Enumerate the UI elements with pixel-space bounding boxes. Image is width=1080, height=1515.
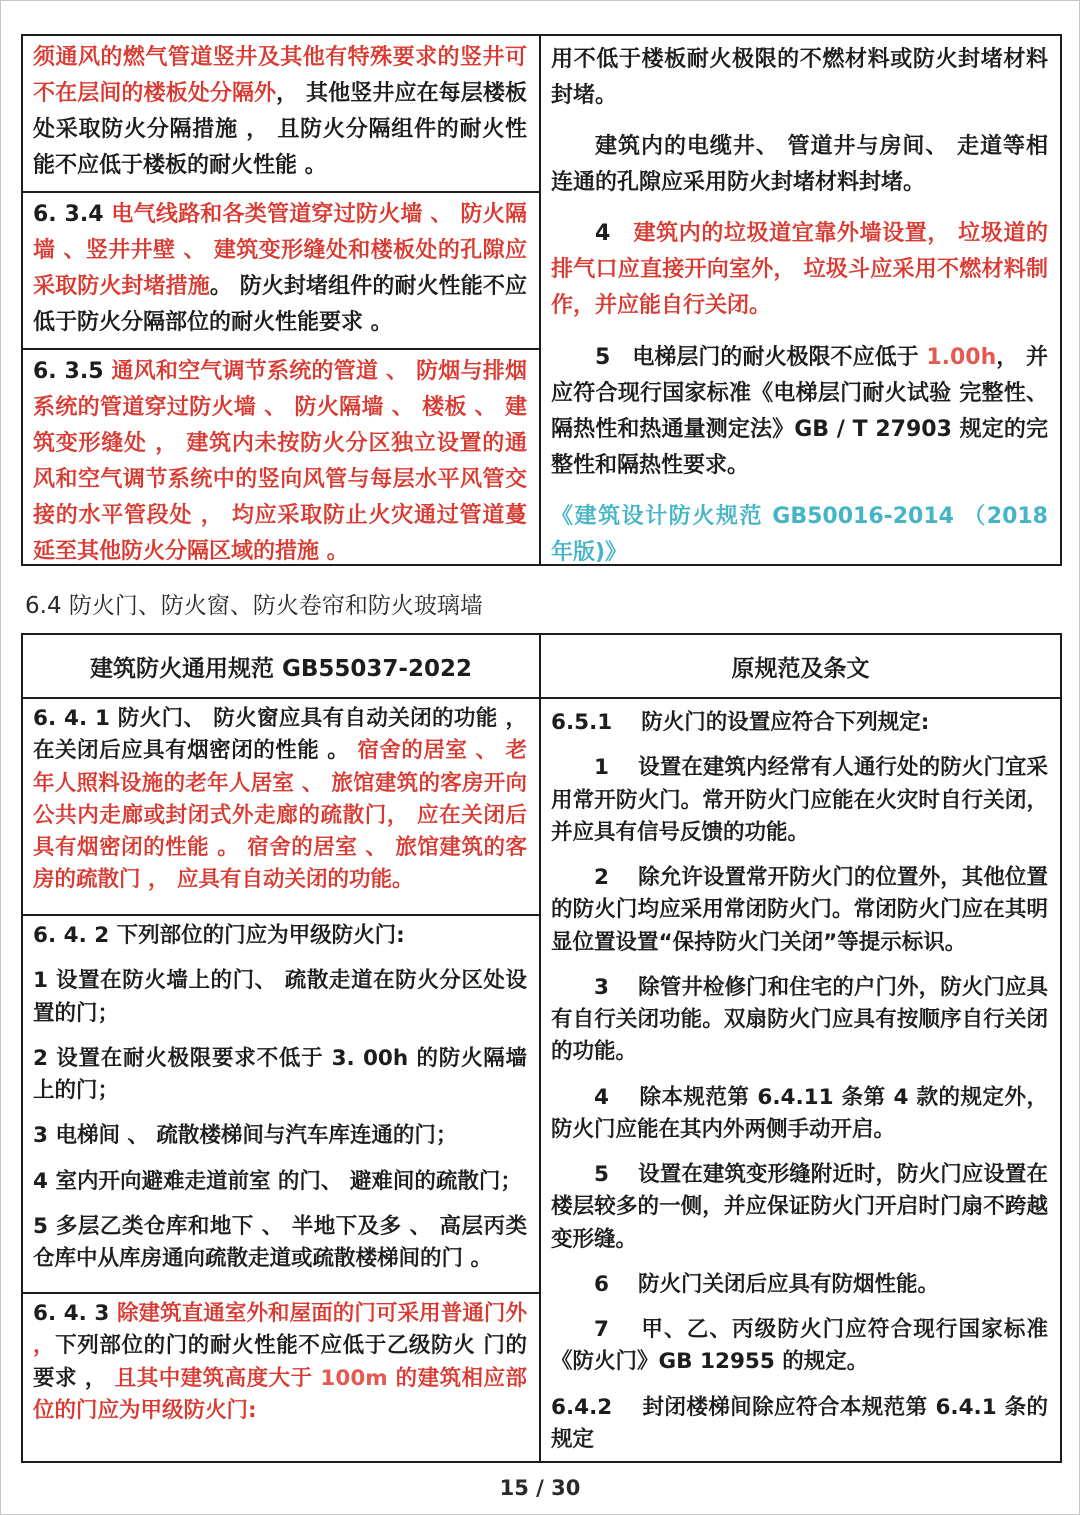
text-segment: 1.00h <box>926 344 997 370</box>
paragraph <box>551 1269 1048 1301</box>
text-segment: 4 <box>595 221 634 247</box>
paragraph <box>33 1298 527 1427</box>
text-segment: 的建筑相应部位的门应为甲级防火门: <box>33 1365 527 1423</box>
text-segment: ， 并应符合现行国家标准《电梯层门耐火试验 完整性、 隔热性和热通量测定法》GB / T 27903 规定的完整性和隔热性要求。 <box>551 344 1048 478</box>
paragraph <box>551 862 1048 959</box>
page-content <box>1 1 1079 1463</box>
text-segment: 6. 4. 3 <box>33 1301 117 1326</box>
new-code-column-top <box>23 36 541 564</box>
text-segment: 建筑内的垃圾道宜靠外墙设置， 垃圾道的排气口应直接开向室外， 垃圾斗应采用不燃材料制作，并应能自行关闭。 <box>551 221 1048 319</box>
paragraph <box>551 340 1048 484</box>
text-segment: 《建筑设计防火规范 GB50016-2014 （2018 年版)》 <box>551 503 1048 564</box>
paragraph <box>33 1043 527 1108</box>
original-code-column-top <box>541 36 1060 564</box>
text-segment: 4 室内开向避难走道前室 的门、 避难间的疏散门； <box>33 1168 522 1194</box>
text-segment: 5 设置在建筑变形缝附近时，防火门应设置在楼层较多的一侧，并应保证防火门开启时门扇不跨越变形缝。 <box>551 1162 1048 1252</box>
text-segment: 用不低于楼板耐火极限的不燃材料或防火封堵材料封堵。 <box>551 47 1048 109</box>
paragraph <box>551 972 1048 1069</box>
text-segment: 5 电梯层门的耐火极限不应低于 <box>595 344 927 370</box>
text-segment: 6. 3.5 <box>33 359 112 384</box>
text-segment: 6. 4. 1 防火门、 防火窗应具有自动关闭的功能 ， 在关闭后应具有烟密闭的性能 。 <box>33 706 527 764</box>
text-segment: 且其中建筑高度大于 <box>114 1365 321 1391</box>
paragraph <box>551 752 1048 849</box>
text-segment: 3 除管井检修门和住宅的户门外，防火门应具有自行关闭功能。双扇防火门应具有按顺序自行关闭的功能。 <box>551 974 1048 1065</box>
text-segment: 5 多层乙类仓库和地下 、 半地下及多 、 高层丙类仓库中从库房通向疏散走道或疏散楼梯间的门 。 <box>33 1213 527 1271</box>
paragraph <box>33 920 527 952</box>
text-segment: ， 其他竖井应在每层楼板处采取防火分隔措施 ， 且防火分隔组件的耐火性能不应低于楼板的耐火性能 。 <box>33 81 527 179</box>
paragraph <box>551 129 1048 201</box>
new-code-column-fire-doors <box>23 699 541 1463</box>
comparison-table-top <box>21 34 1062 566</box>
text-segment: 宿舍的居室 、 老年人照料设施的老年人居室 、 旅馆建筑的客房开向公共内走廊或封闭式外走廊的疏散门， 应在关闭后具有烟密闭的性能 。 宿舍的居室 、 旅馆建筑的客房的疏散门 ， 应具有自动关闭的功能。 <box>33 738 527 893</box>
paragraph <box>551 499 1048 564</box>
rule-6-4-1-cell <box>23 699 539 914</box>
paragraph <box>33 965 527 1030</box>
paragraph <box>551 42 1048 114</box>
text-segment: 须通风的燃气管道竖井及其他有特殊要求的竖井可不在层间的楼板处分隔外 <box>33 45 527 107</box>
table-header-row <box>23 635 1060 699</box>
text-segment: 1 设置在防火墙上的门、 疏散走道在防火分区处设置的门； <box>33 968 527 1026</box>
text-segment: 6 防火门关闭后应具有防烟性能。 <box>594 1271 939 1297</box>
paragraph <box>33 354 527 564</box>
paragraph <box>551 707 1048 739</box>
rule-6-3-3-continued-cell <box>23 36 539 191</box>
header-new-code: 建筑防火通用规范 GB55037-2022 <box>23 635 541 697</box>
original-spec-cell-top <box>541 36 1060 564</box>
text-segment: 除建筑直通室外和屋面的门可采用普通门外 ， <box>33 1301 527 1359</box>
header-original-code: 原规范及条文 <box>731 655 870 682</box>
paragraph <box>551 1314 1048 1379</box>
paragraph <box>33 703 527 897</box>
text-segment: 4 除本规范第 6.4.11 条第 4 款的规定外，防火门应能在其内外两侧手动开启。 <box>551 1084 1048 1142</box>
text-segment: 2 除允许设置常开防火门的位置外，其他位置的防火门均应采用常闭防火门。常闭防火门应在其明显位置设置“保持防火门关闭”等提示标识。 <box>551 865 1048 955</box>
original-spec-cell-fire-doors <box>541 699 1060 1463</box>
text-segment: 。 防火封堵组件的耐火性能不应低于防火分隔部位的耐火性能要求 。 <box>33 274 527 336</box>
text-segment: 7 甲、乙、丙级防火门应符合现行国家标准《防火门》GB 12955 的规定。 <box>551 1317 1048 1375</box>
paragraph <box>551 1082 1048 1147</box>
rule-6-3-4-cell <box>23 191 539 348</box>
text-segment: 6. 3.4 <box>33 202 112 227</box>
page-number: 15 / 30 <box>499 1476 581 1500</box>
original-code-column-fire-doors <box>541 699 1060 1463</box>
rule-6-4-3-cell <box>23 1292 539 1463</box>
paragraph <box>33 197 527 341</box>
text-segment: 6. 4. 2 下列部位的门应为甲级防火门: <box>33 923 405 948</box>
text-segment: 下列部位的门的耐火性能不应低于乙级防火 门的要求 ， <box>33 1333 527 1391</box>
rule-6-4-2-cell <box>23 914 539 1292</box>
paragraph <box>33 1120 527 1152</box>
text-segment: 电气线路和各类管道穿过防火墙 、 防火隔墙 、竖井井壁 、 建筑变形缝处和楼板处的孔隙应采取防火封堵措施 <box>33 202 527 300</box>
text-segment: 通风和空气调节系统的管道 、 防烟与排烟系统的管道穿过防火墙 、 防火隔墙 、 楼板 、 建筑变形缝处 ， 建筑内未按防火分区独立设置的通风和空气调节系统中的竖向风管与每层水平风管交接的水平管段处 ， 均应采取防止火灾通过管道蔓延至其他防火分隔区域的措施 。 <box>33 359 527 564</box>
text-segment: 6.5.1 防火门的设置应符合下列规定: <box>551 710 930 735</box>
table-body <box>23 699 1060 1463</box>
text-segment: 100m <box>320 1365 388 1391</box>
rule-6-3-5-cell <box>23 348 539 564</box>
text-segment: 2 设置在耐火极限要求不低于 3. 00h 的防火隔墙上的门； <box>33 1045 527 1103</box>
paragraph <box>33 1166 527 1198</box>
paragraph <box>551 1159 1048 1256</box>
paragraph <box>551 216 1048 324</box>
paragraph <box>551 1392 1048 1457</box>
text-segment: 3 电梯间 、 疏散楼梯间与汽车库连通的门； <box>33 1123 458 1149</box>
text-segment: 建筑内的电缆井、 管道井与房间、 走道等相连通的孔隙应采用防火封堵材料封堵。 <box>551 134 1048 196</box>
text-segment: 1 设置在建筑内经常有人通行处的防火门宜采用常开防火门。常开防火门应能在火灾时自行关闭，并应具有信号反馈的功能。 <box>551 755 1048 845</box>
text-segment: 6.4.2 封闭楼梯间除应符合本规范第 6.4.1 条的规定 <box>551 1394 1048 1452</box>
comparison-table-fire-doors <box>21 633 1062 1463</box>
section-heading-6-4: 6.4 防火门、防火窗、防火卷帘和防火玻璃墙 <box>25 593 483 619</box>
paragraph <box>33 1211 527 1276</box>
paragraph <box>33 40 527 184</box>
